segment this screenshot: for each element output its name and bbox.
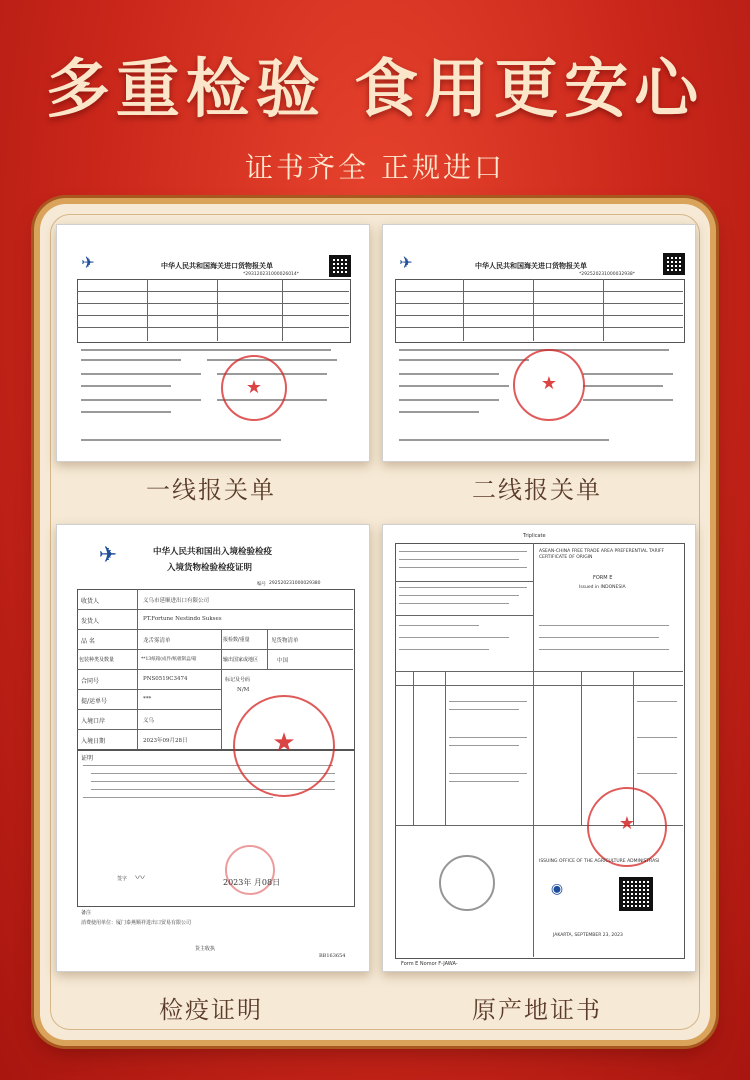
customs-emblem-icon: ✈ (81, 253, 95, 272)
contract-number-value: PNS0519C3474 (143, 676, 188, 682)
document-number: *293120231000026014* (243, 272, 300, 277)
issuing-office: ISSUING OFFICE OF THE AGRICULTURE ADMINISTRASI (539, 859, 660, 864)
packing-value: **13纸箱(成件/纸板制盒/箱 (141, 657, 197, 662)
consignor-label: 发货人 (81, 618, 100, 625)
origin-country-label: 输出国家或地区 (223, 657, 259, 663)
serial-number: BB163654 (319, 953, 346, 959)
quantity-value: 见货物清单 (271, 638, 299, 644)
origin-certificate-card[interactable] (382, 524, 696, 972)
origin-country-value: 中国 (277, 658, 289, 664)
receipt-label: 货主收执 (195, 946, 216, 952)
signature-label: 签字 (117, 876, 128, 882)
entry-port-label: 入境口岸 (81, 718, 106, 725)
caption-first-line-declaration: 一线报关单 (146, 476, 276, 504)
qr-code (663, 253, 685, 275)
quantity-label: 报检数/重量 (223, 637, 250, 643)
customs-emblem-icon: ✈ (399, 253, 413, 272)
caption-second-line-declaration: 二线报关单 (472, 476, 602, 504)
form-label: FORM E (593, 575, 613, 581)
certificate-title-line1: 中华人民共和国出入境检验检疫 (153, 547, 273, 557)
entry-port-value: 义乌 (143, 718, 155, 724)
declaration-grid (395, 279, 685, 343)
certificate-frame (40, 204, 710, 1040)
bill-number-value: *** (143, 696, 152, 702)
triplicate-label: Triplicate (523, 533, 546, 539)
page-title: 多重检验 食用更安心 (45, 53, 705, 127)
entry-date-label: 入境日期 (81, 738, 106, 745)
footer-label: 备注 (81, 910, 92, 916)
certificate-title-line2: 入境货物检验检疫证明 (167, 563, 253, 573)
customs-stamp: ★ (513, 349, 585, 421)
customs-declaration-card-1[interactable] (56, 224, 370, 462)
quarantine-certificate-card[interactable] (56, 524, 370, 972)
entry-date-value: 2023年09月28日 (143, 738, 188, 744)
product-name-value: 龙舌雾清单 (143, 638, 171, 644)
footer-value: 消费使用单位：厦门泰燕顺祥进出口贸易有限公司 (81, 920, 192, 926)
consignee-value: 义乌市延顺进出口有限公司 (143, 598, 210, 604)
qr-code (619, 877, 653, 911)
customs-stamp: ★ (221, 355, 287, 421)
ciq-emblem-icon: ✈ (98, 543, 118, 568)
form-footer: Form E Nomor F-JAWA- (401, 961, 458, 967)
caption-origin-certificate: 原产地证书 (472, 996, 602, 1024)
document-title: 中华人民共和国海关进口货物报关单 (475, 262, 587, 270)
remarks-label: 证明 (81, 755, 94, 762)
packing-label: 包装种类及数量 (79, 657, 115, 663)
issued-in: Issued in INDONESIA (579, 585, 626, 590)
document-title: 中华人民共和国海关进口货物报关单 (161, 262, 273, 270)
qr-code (329, 255, 351, 277)
consignor-value: PT.Fortune Nestindo Sukses (143, 616, 222, 622)
china-customs-stamp (439, 855, 495, 911)
indonesia-emblem-icon: ◉ (550, 881, 564, 897)
document-number: *292520231000032938* (579, 272, 636, 277)
certificate-number: 292520231000029380 (269, 581, 321, 586)
signature-mark: 〰 (135, 873, 145, 884)
certificate-number-label: 编号 (257, 582, 266, 587)
bill-number-label: 提/运单号 (81, 698, 108, 705)
issue-date: 2023年 月08日 (223, 878, 281, 887)
caption-quarantine-certificate: 检疫证明 (159, 996, 263, 1024)
marks-value: N/M (237, 687, 250, 693)
consignee-label: 收货人 (81, 598, 100, 605)
customs-declaration-card-2[interactable] (382, 224, 696, 462)
origin-stamp: ★ (587, 787, 667, 867)
product-name-label: 品 名 (81, 638, 95, 645)
place-date: JAKARTA, SEPTEMBER 23, 2023 (553, 933, 623, 938)
declaration-grid (77, 279, 351, 343)
form-title: ASEAN-CHINA FREE TRADE AREA PREFERENTIAL TARIFF CERTIFICATE OF ORIGIN (539, 549, 665, 560)
contract-number-label: 合同号 (81, 678, 100, 685)
page-subtitle: 证书齐全 正规进口 (245, 151, 505, 184)
quarantine-stamp: ★ (233, 695, 335, 797)
marks-label: 标记及号码 (225, 677, 251, 683)
